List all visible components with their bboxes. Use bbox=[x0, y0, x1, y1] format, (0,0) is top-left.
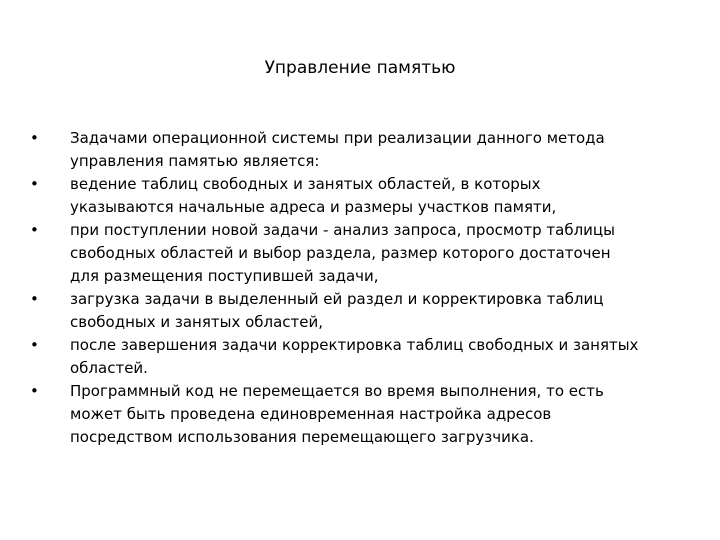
bullet-icon: • bbox=[30, 175, 39, 193]
bullet-item bbox=[0, 380, 720, 449]
bullet-item bbox=[0, 219, 720, 288]
bullet-icon: • bbox=[30, 290, 39, 308]
bullet-icon: • bbox=[30, 221, 39, 239]
bullet-item bbox=[0, 173, 720, 219]
bullet-item bbox=[0, 127, 720, 173]
bullet-item bbox=[0, 334, 720, 380]
bullet-text: ведение таблиц свободных и занятых областей, в которых указываются начальные адреса и размеры участков памяти, bbox=[70, 175, 557, 216]
bullet-item bbox=[0, 288, 720, 334]
bullet-text: Программный код не перемещается во время выполнения, то есть может быть проведена единовременная настройка адресов посредством использования перемещающего загрузчика. bbox=[70, 382, 604, 446]
bullet-text: загрузка задачи в выделенный ей раздел и корректировка таблиц свободных и занятых областей, bbox=[70, 290, 604, 331]
bullet-text: Задачами операционной системы при реализации данного метода управления памятью является: bbox=[70, 129, 605, 170]
bullet-text: при поступлении новой задачи - анализ запроса, просмотр таблицы свободных областей и выбор раздела, размер которого достаточен для размещения поступившей задачи, bbox=[70, 221, 615, 285]
bullet-icon: • bbox=[30, 336, 39, 354]
slide-title: Управление памятью bbox=[264, 58, 456, 78]
bullet-icon: • bbox=[30, 129, 39, 147]
bullet-list bbox=[0, 127, 720, 449]
bullet-icon: • bbox=[30, 382, 39, 400]
bullet-text: после завершения задачи корректировка таблиц свободных и занятых областей. bbox=[70, 336, 639, 377]
